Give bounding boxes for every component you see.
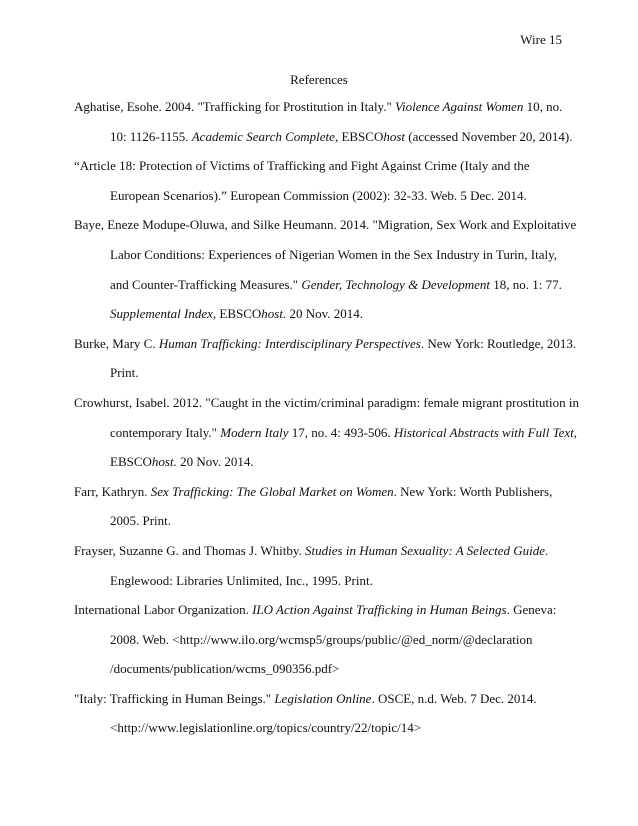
text-run: 17, no. 4: 493-506.: [288, 424, 394, 440]
text-run: International Labor Organization.: [74, 602, 253, 618]
text-run: and Counter-Trafficking Measures.": [110, 276, 302, 292]
text-run: (accessed November 20, 2014).: [405, 128, 573, 144]
running-header: Wire 15: [520, 32, 562, 47]
reference-line: [74, 654, 564, 684]
italic-text: Sex Trafficking: The Global Market on Women: [150, 483, 394, 499]
reference-line: [74, 447, 564, 477]
italic-text: Historical Abstracts with Full Text: [393, 424, 574, 440]
italic-text: host.: [261, 306, 287, 322]
reference-entry: [74, 477, 564, 536]
italic-text: Modern Italy: [220, 424, 289, 440]
italic-text: host.: [151, 454, 177, 470]
text-run: Frayser, Suzanne G. and Thomas J. Whitby.: [74, 542, 306, 558]
reference-list: [74, 92, 579, 743]
text-run: 10, no.: [523, 99, 563, 114]
reference-entry: [74, 684, 564, 743]
text-run: Crowhurst, Isabel. 2012. "Caught in the victim/criminal paradigm: female migrant prostitution in: [74, 394, 579, 410]
reference-line: [74, 566, 564, 596]
text-run: ,: [573, 424, 578, 440]
reference-line: [74, 181, 564, 211]
text-run: /documents/publication/wcms_090356.pdf>: [110, 661, 340, 677]
text-run: Labor Conditions: Experiences of Nigerian Women in the Sex Industry in Turin, Italy,: [110, 246, 558, 262]
text-run: contemporary Italy.": [110, 424, 221, 440]
text-run: , EBSCO: [334, 128, 384, 144]
text-run: 20 Nov. 2014.: [286, 306, 364, 322]
reference-line: [74, 329, 577, 359]
italic-text: Legislation Online: [274, 690, 372, 706]
text-run: . New York: Worth Publishers,: [393, 483, 553, 499]
reference-entry: [74, 595, 564, 684]
italic-text: Studies in Human Sexuality: A Selected Guide: [305, 542, 546, 558]
reference-line: [74, 713, 564, 743]
text-run: 20 Nov. 2014.: [176, 454, 254, 470]
reference-line: [74, 270, 564, 300]
reference-line: [74, 625, 564, 655]
reference-entry: [74, 92, 573, 151]
text-run: Baye, Eneze Modupe-Oluwa, and Silke Heumann. 2014. "Migration, Sex Work and Exploitative: [74, 217, 577, 233]
italic-text: Academic Search Complete: [191, 128, 335, 144]
text-run: "Italy: Trafficking in Human Beings.": [74, 690, 275, 706]
text-run: .: [545, 542, 549, 558]
reference-line: [74, 210, 577, 240]
reference-line: [74, 418, 578, 448]
italic-text: ILO Action Against Trafficking in Human Beings: [252, 602, 507, 618]
text-run: . OSCE, n.d. Web. 7 Dec. 2014.: [371, 690, 537, 706]
reference-line: [74, 506, 564, 536]
text-run: Burke, Mary C.: [74, 335, 159, 351]
reference-line: [74, 595, 564, 625]
text-run: Englewood: Libraries Unlimited, Inc., 1995. Print.: [110, 572, 373, 588]
text-run: Print.: [110, 365, 139, 381]
reference-line: [74, 240, 564, 270]
reference-line: [74, 388, 579, 418]
text-run: “Article 18: Protection of Victims of Trafficking and Fight Against Crime (Italy and the: [74, 158, 530, 174]
text-run: , EBSCO: [212, 306, 262, 322]
text-run: <http://www.legislationline.org/topics/country/22/topic/14>: [110, 720, 422, 736]
italic-text: host: [383, 128, 406, 144]
text-run: EBSCO: [110, 454, 152, 470]
text-run: 2005. Print.: [110, 513, 172, 529]
reference-line: [74, 92, 564, 122]
text-run: . Geneva:: [506, 602, 557, 618]
reference-line: [74, 358, 564, 388]
text-run: 2008. Web. <http://www.ilo.org/wcmsp5/groups/public/@ed_norm/@declaration: [110, 631, 533, 647]
text-run: . New York: Routledge, 2013.: [420, 335, 577, 351]
page-title: References: [290, 72, 348, 87]
reference-line: [74, 299, 564, 329]
italic-text: Supplemental Index: [110, 306, 213, 322]
text-run: European Scenarios).” European Commission (2002): 32-33. Web. 5 Dec. 2014.: [110, 187, 527, 203]
reference-entry: [74, 151, 564, 210]
reference-entry: [74, 329, 577, 388]
text-run: Aghatise, Esohe. 2004. "Trafficking for Prostitution in Italy.": [74, 99, 396, 114]
reference-line: [74, 122, 573, 152]
reference-entry: [74, 210, 577, 328]
reference-line: [74, 151, 564, 181]
text-run: 18, no. 1: 77.: [490, 276, 562, 292]
reference-line: [74, 684, 564, 714]
reference-line: [74, 536, 564, 566]
text-run: Farr, Kathryn.: [74, 483, 151, 499]
italic-text: Human Trafficking: Interdisciplinary Perspectives: [158, 335, 421, 351]
italic-text: Violence Against Women: [395, 99, 524, 114]
reference-entry: [74, 536, 564, 595]
reference-entry: [74, 388, 579, 477]
reference-line: [74, 477, 564, 507]
italic-text: Gender, Technology & Development: [301, 276, 491, 292]
text-run: 10: 1126-1155.: [110, 128, 192, 144]
